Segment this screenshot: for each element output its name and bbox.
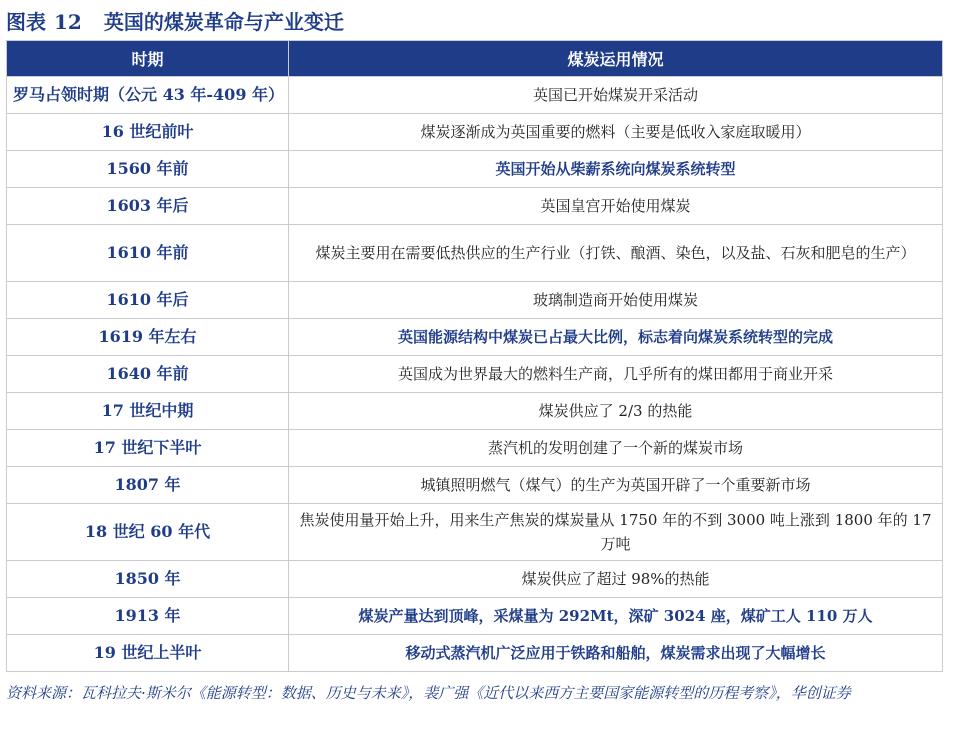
period-cell: 1610 年后 bbox=[7, 282, 289, 319]
period-cell: 1610 年前 bbox=[7, 225, 289, 282]
source-note: 资料来源：瓦科拉夫·斯米尔《能源转型：数据、历史与未来》，裴广强《近代以来西方主要国家能源转型的历程考察》，华创证券 bbox=[6, 684, 851, 702]
period-cell: 1603 年后 bbox=[7, 188, 289, 225]
usage-cell: 城镇照明燃气（煤气）的生产为英国开辟了一个重要新市场 bbox=[289, 467, 943, 504]
table-row bbox=[7, 77, 943, 114]
table-row bbox=[7, 598, 943, 635]
usage-cell: 英国皇宫开始使用煤炭 bbox=[289, 188, 943, 225]
table-row bbox=[7, 188, 943, 225]
period-cell: 16 世纪前叶 bbox=[7, 114, 289, 151]
table-row bbox=[7, 393, 943, 430]
period-cell: 1913 年 bbox=[7, 598, 289, 635]
table-header-row bbox=[7, 41, 943, 77]
period-cell: 1850 年 bbox=[7, 561, 289, 598]
usage-cell: 煤炭供应了 2/3 的热能 bbox=[289, 393, 943, 430]
period-cell: 17 世纪下半叶 bbox=[7, 430, 289, 467]
table-row bbox=[7, 430, 943, 467]
column-header-usage: 煤炭运用情况 bbox=[289, 41, 943, 77]
table-row bbox=[7, 467, 943, 504]
usage-cell: 蒸汽机的发明创建了一个新的煤炭市场 bbox=[289, 430, 943, 467]
period-cell: 1807 年 bbox=[7, 467, 289, 504]
period-cell: 18 世纪 60 年代 bbox=[7, 504, 289, 561]
usage-cell: 煤炭供应了超过 98%的热能 bbox=[289, 561, 943, 598]
coal-history-table bbox=[6, 40, 943, 672]
period-cell: 19 世纪上半叶 bbox=[7, 635, 289, 672]
usage-cell: 焦炭使用量开始上升，用来生产焦炭的煤炭量从 1750 年的不到 3000 吨上涨到 1800 年的 17 万吨 bbox=[289, 504, 943, 561]
table-row bbox=[7, 225, 943, 282]
usage-cell: 英国能源结构中煤炭已占最大比例，标志着向煤炭系统转型的完成 bbox=[289, 319, 943, 356]
period-cell: 1619 年左右 bbox=[7, 319, 289, 356]
period-cell: 罗马占领时期（公元 43 年-409 年） bbox=[7, 77, 289, 114]
usage-cell: 煤炭逐渐成为英国重要的燃料（主要是低收入家庭取暖用） bbox=[289, 114, 943, 151]
figure-number: 12 bbox=[54, 10, 82, 34]
table-row bbox=[7, 504, 943, 561]
usage-cell: 移动式蒸汽机广泛应用于铁路和船舶，煤炭需求出现了大幅增长 bbox=[289, 635, 943, 672]
period-cell: 1640 年前 bbox=[7, 356, 289, 393]
usage-cell: 英国已开始煤炭开采活动 bbox=[289, 77, 943, 114]
usage-cell: 英国成为世界最大的燃料生产商，几乎所有的煤田都用于商业开采 bbox=[289, 356, 943, 393]
period-cell: 17 世纪中期 bbox=[7, 393, 289, 430]
figure-title bbox=[6, 6, 344, 32]
table-row bbox=[7, 635, 943, 672]
table-row bbox=[7, 114, 943, 151]
usage-cell: 英国开始从柴薪系统向煤炭系统转型 bbox=[289, 151, 943, 188]
period-cell: 1560 年前 bbox=[7, 151, 289, 188]
usage-cell: 玻璃制造商开始使用煤炭 bbox=[289, 282, 943, 319]
usage-cell: 煤炭产量达到顶峰，采煤量为 292Mt，深矿 3024 座，煤矿工人 110 万人 bbox=[289, 598, 943, 635]
column-header-period: 时期 bbox=[7, 41, 289, 77]
table-row bbox=[7, 561, 943, 598]
table-row bbox=[7, 319, 943, 356]
usage-cell: 煤炭主要用在需要低热供应的生产行业（打铁、酿酒、染色，以及盐、石灰和肥皂的生产） bbox=[289, 225, 943, 282]
table-row bbox=[7, 151, 943, 188]
table-row bbox=[7, 282, 943, 319]
figure-label: 图表 bbox=[6, 10, 46, 34]
figure-title-text: 英国的煤炭革命与产业变迁 bbox=[103, 10, 344, 34]
table-row bbox=[7, 356, 943, 393]
